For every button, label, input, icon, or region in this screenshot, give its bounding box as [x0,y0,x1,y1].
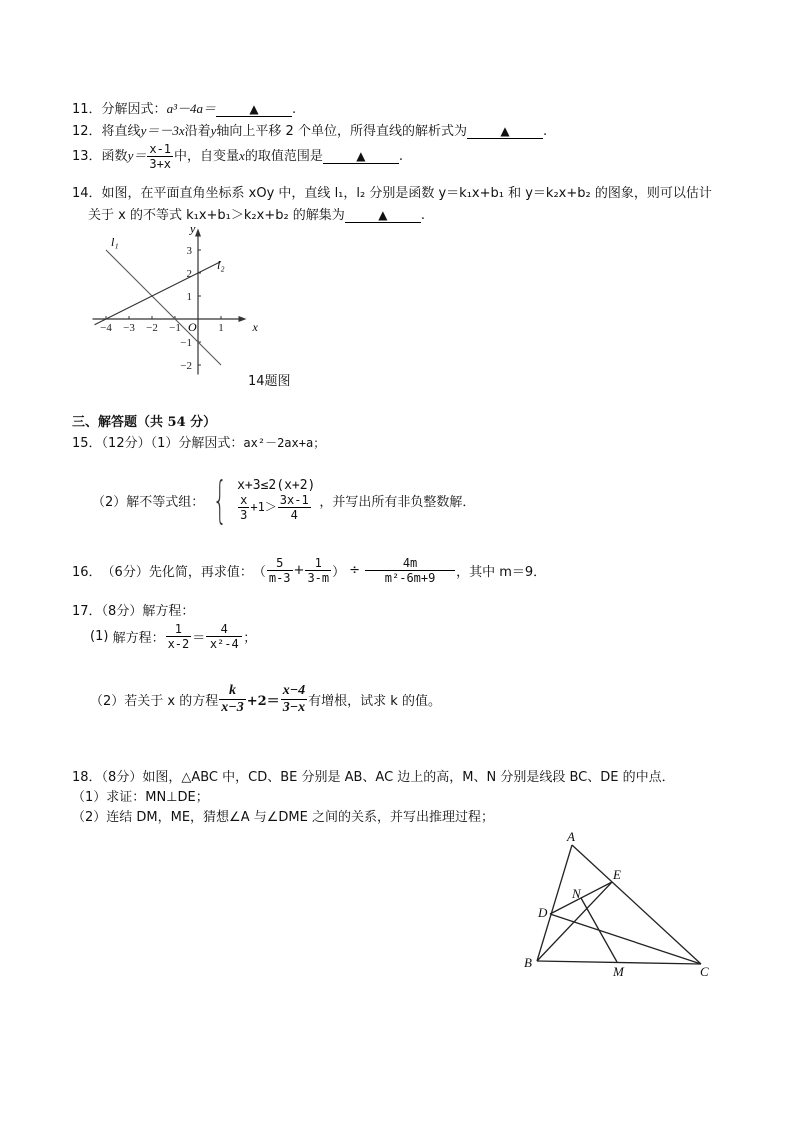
q17-part2-label: （2） [90,693,125,709]
q11-expr: a³－4a＝ [166,101,216,116]
label-A: A [567,829,575,844]
q16-frac1 [267,556,293,585]
q14-end: . [420,208,425,223]
brace-icon: { [213,471,228,529]
q18-part2: （2）连结 DM，ME，猜想∠A 与∠DME 之间的关系，并写出推理过程； [72,810,494,825]
question-15-part1 [72,432,325,451]
q12-number: 12． [72,124,102,139]
q15-ineq2 [237,493,315,522]
x-tick-label: −2 [146,322,158,334]
origin-label: O [188,320,197,334]
label-E: E [613,867,621,882]
q16-frac3-num: 4m [365,556,455,571]
q17-p1-left-num: 1 [166,622,192,637]
q17-part1-label: (1) [90,628,109,644]
q16-frac2-den: 3-m [307,570,330,585]
q16-frac1-den: m-3 [268,570,291,585]
q15-part1-label: （1） [150,436,179,451]
label-D: D [538,905,548,920]
y-tick-label: 2 [186,268,192,280]
q18-number: 18． [72,770,102,785]
q17-p2-right-frac [281,683,307,716]
q17-p2-left-den: x−3 [221,699,244,715]
q17-p1-left-den: x-2 [167,636,190,651]
q17-p2-left-frac [219,683,245,716]
series-label-l1: l₁ [111,235,119,249]
label-N: N [572,886,581,901]
triangle-icon: ▲ [500,124,510,138]
q17-p2-right-num: x−4 [282,682,306,698]
q16-div: ÷ [349,562,361,578]
x-tick-label: −1 [169,322,181,334]
y-axis-label: y [190,221,196,236]
q17-p2-tail: 有增根，试求 k 的值。 [308,693,441,709]
q16-text: 先化简，再求值： [148,564,253,580]
q17-text: 解方程： [142,604,195,619]
question-13 [72,142,403,171]
q18-text: 如图，△ABC 中，CD、BE 分别是 AB、AC 边上的高，M、N 分别是线段 BC、DE 的中点． [142,770,675,785]
question-14-line1 [72,182,712,201]
q12-text-a: 将直线 [101,124,141,139]
q17-p2-right-den: 3−x [282,699,306,715]
q16-plus: + [293,562,305,578]
q16-score: （6分） [101,564,149,580]
question-11 [72,98,296,117]
segment-AB [537,845,572,961]
x-tick-label: 1 [218,322,224,334]
question-17-part1 [90,618,256,654]
q14-caption: 14题图 [248,374,291,389]
q14-text-line2: 关于 x 的不等式 k₁x+b₁＞k₂x+b₂ 的解集为 [88,208,345,223]
q17-p1-right-num: 4 [206,622,242,637]
q15-part1-expr: ax²－2ax+a； [243,436,326,450]
q17-p1-right-frac [206,622,242,651]
q13-text-b: 中，自变量 [174,149,240,164]
q17-p1-left-frac [166,622,192,651]
q17-score: （8分） [101,604,143,619]
y-tick-label: 3 [186,245,192,257]
section-3-title: 三、解答题（共 54 分） [72,415,217,430]
question-17 [72,600,194,619]
q12-answer-blank[interactable] [467,124,543,139]
q16-frac2 [305,556,331,585]
question-17-part2 [90,678,441,720]
question-15-part2 [92,470,475,530]
triangle-icon: ▲ [249,102,259,116]
y-tick-label: −2 [180,360,192,372]
q16-frac3-den: m²-6m+9 [384,570,436,585]
q17-p2-left-num: k [219,683,245,700]
q16-number: 16． [72,564,102,580]
q18-triangle-figure [510,825,730,985]
q15-part2-tail: ，并写出所有非负整数解． [319,494,476,510]
q17-p1-eq: ＝ [192,630,206,646]
q16-lparen: （ [252,564,266,580]
q15-part2-label: （2） [92,494,127,510]
q13-expr: y＝ [127,148,147,163]
q12-expr: y＝－3x [140,123,185,138]
q15-ineq2-right-frac [278,493,311,522]
q15-ineq2-right-num: 3x-1 [279,493,309,507]
q15-ineq2-mid: +1＞ [250,500,277,514]
x-axis-arrow-icon [239,316,247,322]
q11-number: 11． [72,102,102,117]
q16-frac3 [365,556,455,585]
y-tick-label: 1 [186,291,192,303]
x-axis-label: x [252,320,258,334]
triangle-icon: ▲ [378,208,388,222]
question-12 [72,120,547,139]
q11-answer-blank[interactable] [216,102,292,117]
q14-answer-blank[interactable] [345,208,421,223]
q12-axis: y [210,123,217,138]
label-M: M [613,964,624,979]
q11-end: . [291,102,297,117]
q15-ineq2-right-den: 4 [290,508,298,522]
q15-score: （12分） [101,436,151,451]
q13-fraction [147,142,173,171]
q13-text-c: 的取值范围是 [244,149,323,164]
q13-answer-blank[interactable] [323,149,399,164]
q12-text-c: 轴向上平移 2 个单位，所得直线的解析式为 [216,124,467,139]
q16-tail: ，其中 m＝9． [456,564,547,580]
q15-ineq2-left-den: 3 [240,508,248,522]
q17-p1-end: ； [243,630,257,646]
q15-ineq1: x+3≤2(x+2) [237,478,316,493]
q16-rparen: ） [332,564,346,580]
q15-ineq2-left-frac [238,493,249,522]
q18-part1: （1）求证：MN⊥DE； [72,790,209,805]
q15-part2-text: 解不等式组： [126,494,205,510]
series-line-l2 [95,262,222,325]
q15-ineq2-left-num: x [240,493,248,507]
q13-text-a: 函数 [101,149,128,164]
q17-number: 17． [72,604,102,619]
q15-number: 15． [72,436,102,451]
q12-end: . [542,124,548,139]
q16-frac1-num: 5 [267,556,293,571]
q17-part2-text: 若关于 x 的方程 [124,693,219,709]
q17-p1-right-den: x²-4 [209,636,239,651]
y-tick-label: −1 [180,337,192,349]
q13-frac-num: x-1 [149,142,172,156]
q12-text-b: 沿着 [184,124,211,139]
q15-part1-text: 分解因式： [178,436,244,451]
q15-system [237,478,315,522]
q17-part1-text: 解方程： [112,630,165,646]
segment-MN [581,898,617,962]
q14-number: 14． [72,186,102,201]
q13-frac-den: 3+x [149,157,172,171]
q16-frac2-num: 1 [305,556,331,571]
series-label-l2: l₂ [217,258,225,272]
q18-score: （8分） [101,770,143,785]
q14-graph [85,220,265,380]
q13-var: x [239,148,245,163]
q11-text: 分解因式： [101,102,167,117]
label-B: B [524,955,532,970]
q17-p2-mid: +2＝ [246,693,280,709]
q14-text-line1: 如图，在平面直角坐标系 xOy 中，直线 l₁，l₂ 分别是函数 y＝k₁x+b₁ 和 y＝k₂x+b₂ 的图象，则可以估计 [101,186,712,201]
segment-CD [550,914,701,964]
question-16 [72,552,546,588]
label-C: C [700,964,709,979]
question-18 [72,766,675,785]
series-line-l1 [106,250,221,365]
x-tick-label: −4 [100,322,112,334]
q13-end: . [398,149,403,164]
triangle-icon: ▲ [356,149,366,163]
q13-number: 13． [72,149,102,164]
y-axis-arrow-icon [195,229,201,237]
x-tick-label: −3 [123,322,135,334]
